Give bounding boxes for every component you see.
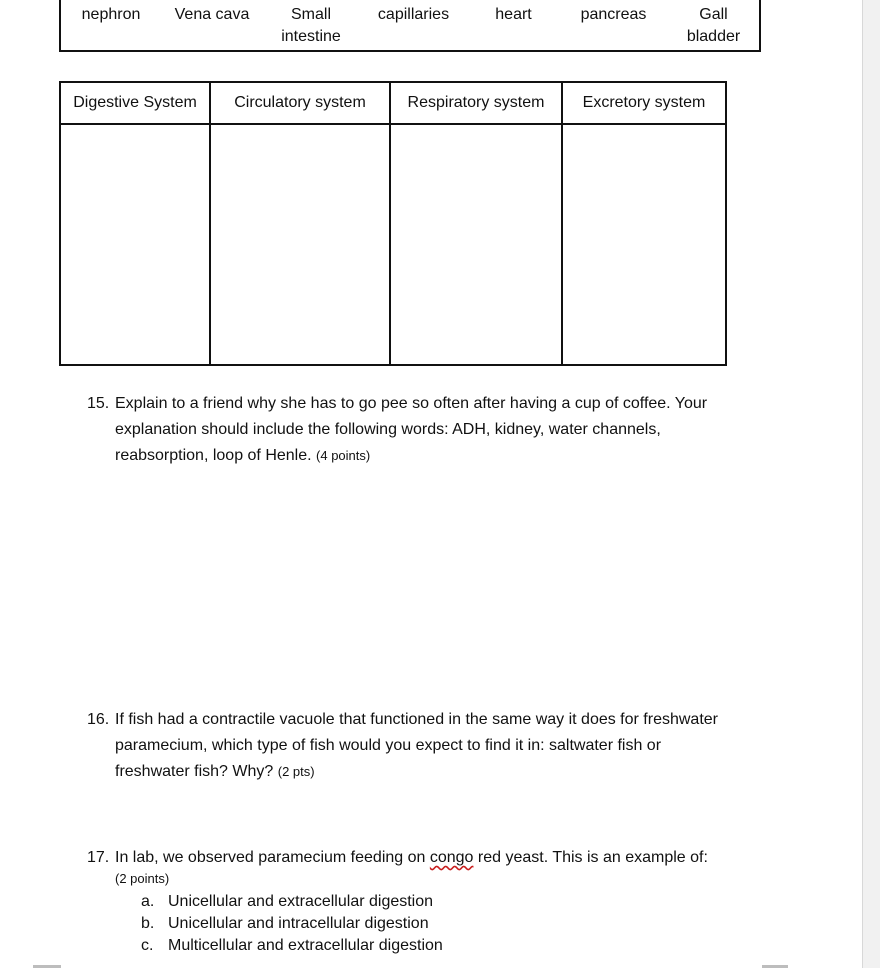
- table-header: Respiratory system: [390, 82, 562, 124]
- word-bank-item: Small intestine: [281, 6, 341, 45]
- question-number: 15.: [87, 395, 110, 412]
- table-header: Excretory system: [562, 82, 726, 124]
- misspelled-word: congo: [429, 849, 474, 866]
- question-number: 17.: [87, 849, 110, 866]
- word-bank-item: Vena cava: [174, 6, 250, 23]
- option-letter: c.: [141, 937, 154, 954]
- word-bank-item: Gall bladder: [686, 6, 741, 45]
- organ-system-table: [59, 81, 727, 366]
- word-bank-item: nephron: [81, 6, 141, 23]
- table-header: Circulatory system: [210, 82, 390, 124]
- option-text: Unicellular and intracellular digestion: [168, 915, 429, 932]
- table-header: Digestive System: [60, 82, 210, 124]
- word-bank-item: pancreas: [580, 6, 647, 23]
- answer-cell[interactable]: [210, 124, 390, 365]
- word-bank-item: capillaries: [377, 6, 450, 23]
- answer-cell[interactable]: [390, 124, 562, 365]
- option-text: Unicellular and extracellular digestion: [168, 893, 434, 910]
- option-letter: b.: [141, 915, 155, 932]
- points-label: (4 points): [316, 448, 371, 463]
- points-label: (2 pts): [277, 764, 315, 779]
- points-label: (2 points): [115, 871, 170, 886]
- question-text: In lab, we observed paramecium feeding on congo red yeast. This is an example of: (2 points): [115, 847, 708, 889]
- page-edge: [862, 0, 880, 968]
- word-bank-item: heart: [495, 6, 532, 23]
- option-letter: a.: [141, 893, 155, 910]
- question-text: If fish had a contractile vacuole that functioned in the same way it does for freshwater paramecium, which type of fish would you expect to find it in: saltwater fish or freshwater fish? Why? (2 pts): [115, 711, 718, 780]
- question-number: 16.: [87, 711, 110, 728]
- answer-cell[interactable]: [562, 124, 726, 365]
- option-text: Multicellular and extracellular digestion: [168, 937, 443, 954]
- answer-cell[interactable]: [60, 124, 210, 365]
- word-bank: [59, 0, 761, 52]
- question-text: Explain to a friend why she has to go pee so often after having a cup of coffee. Your explanation should include the following words: ADH, kidney, water channels, reabsorption, loop of Henle. (4 points): [115, 395, 708, 464]
